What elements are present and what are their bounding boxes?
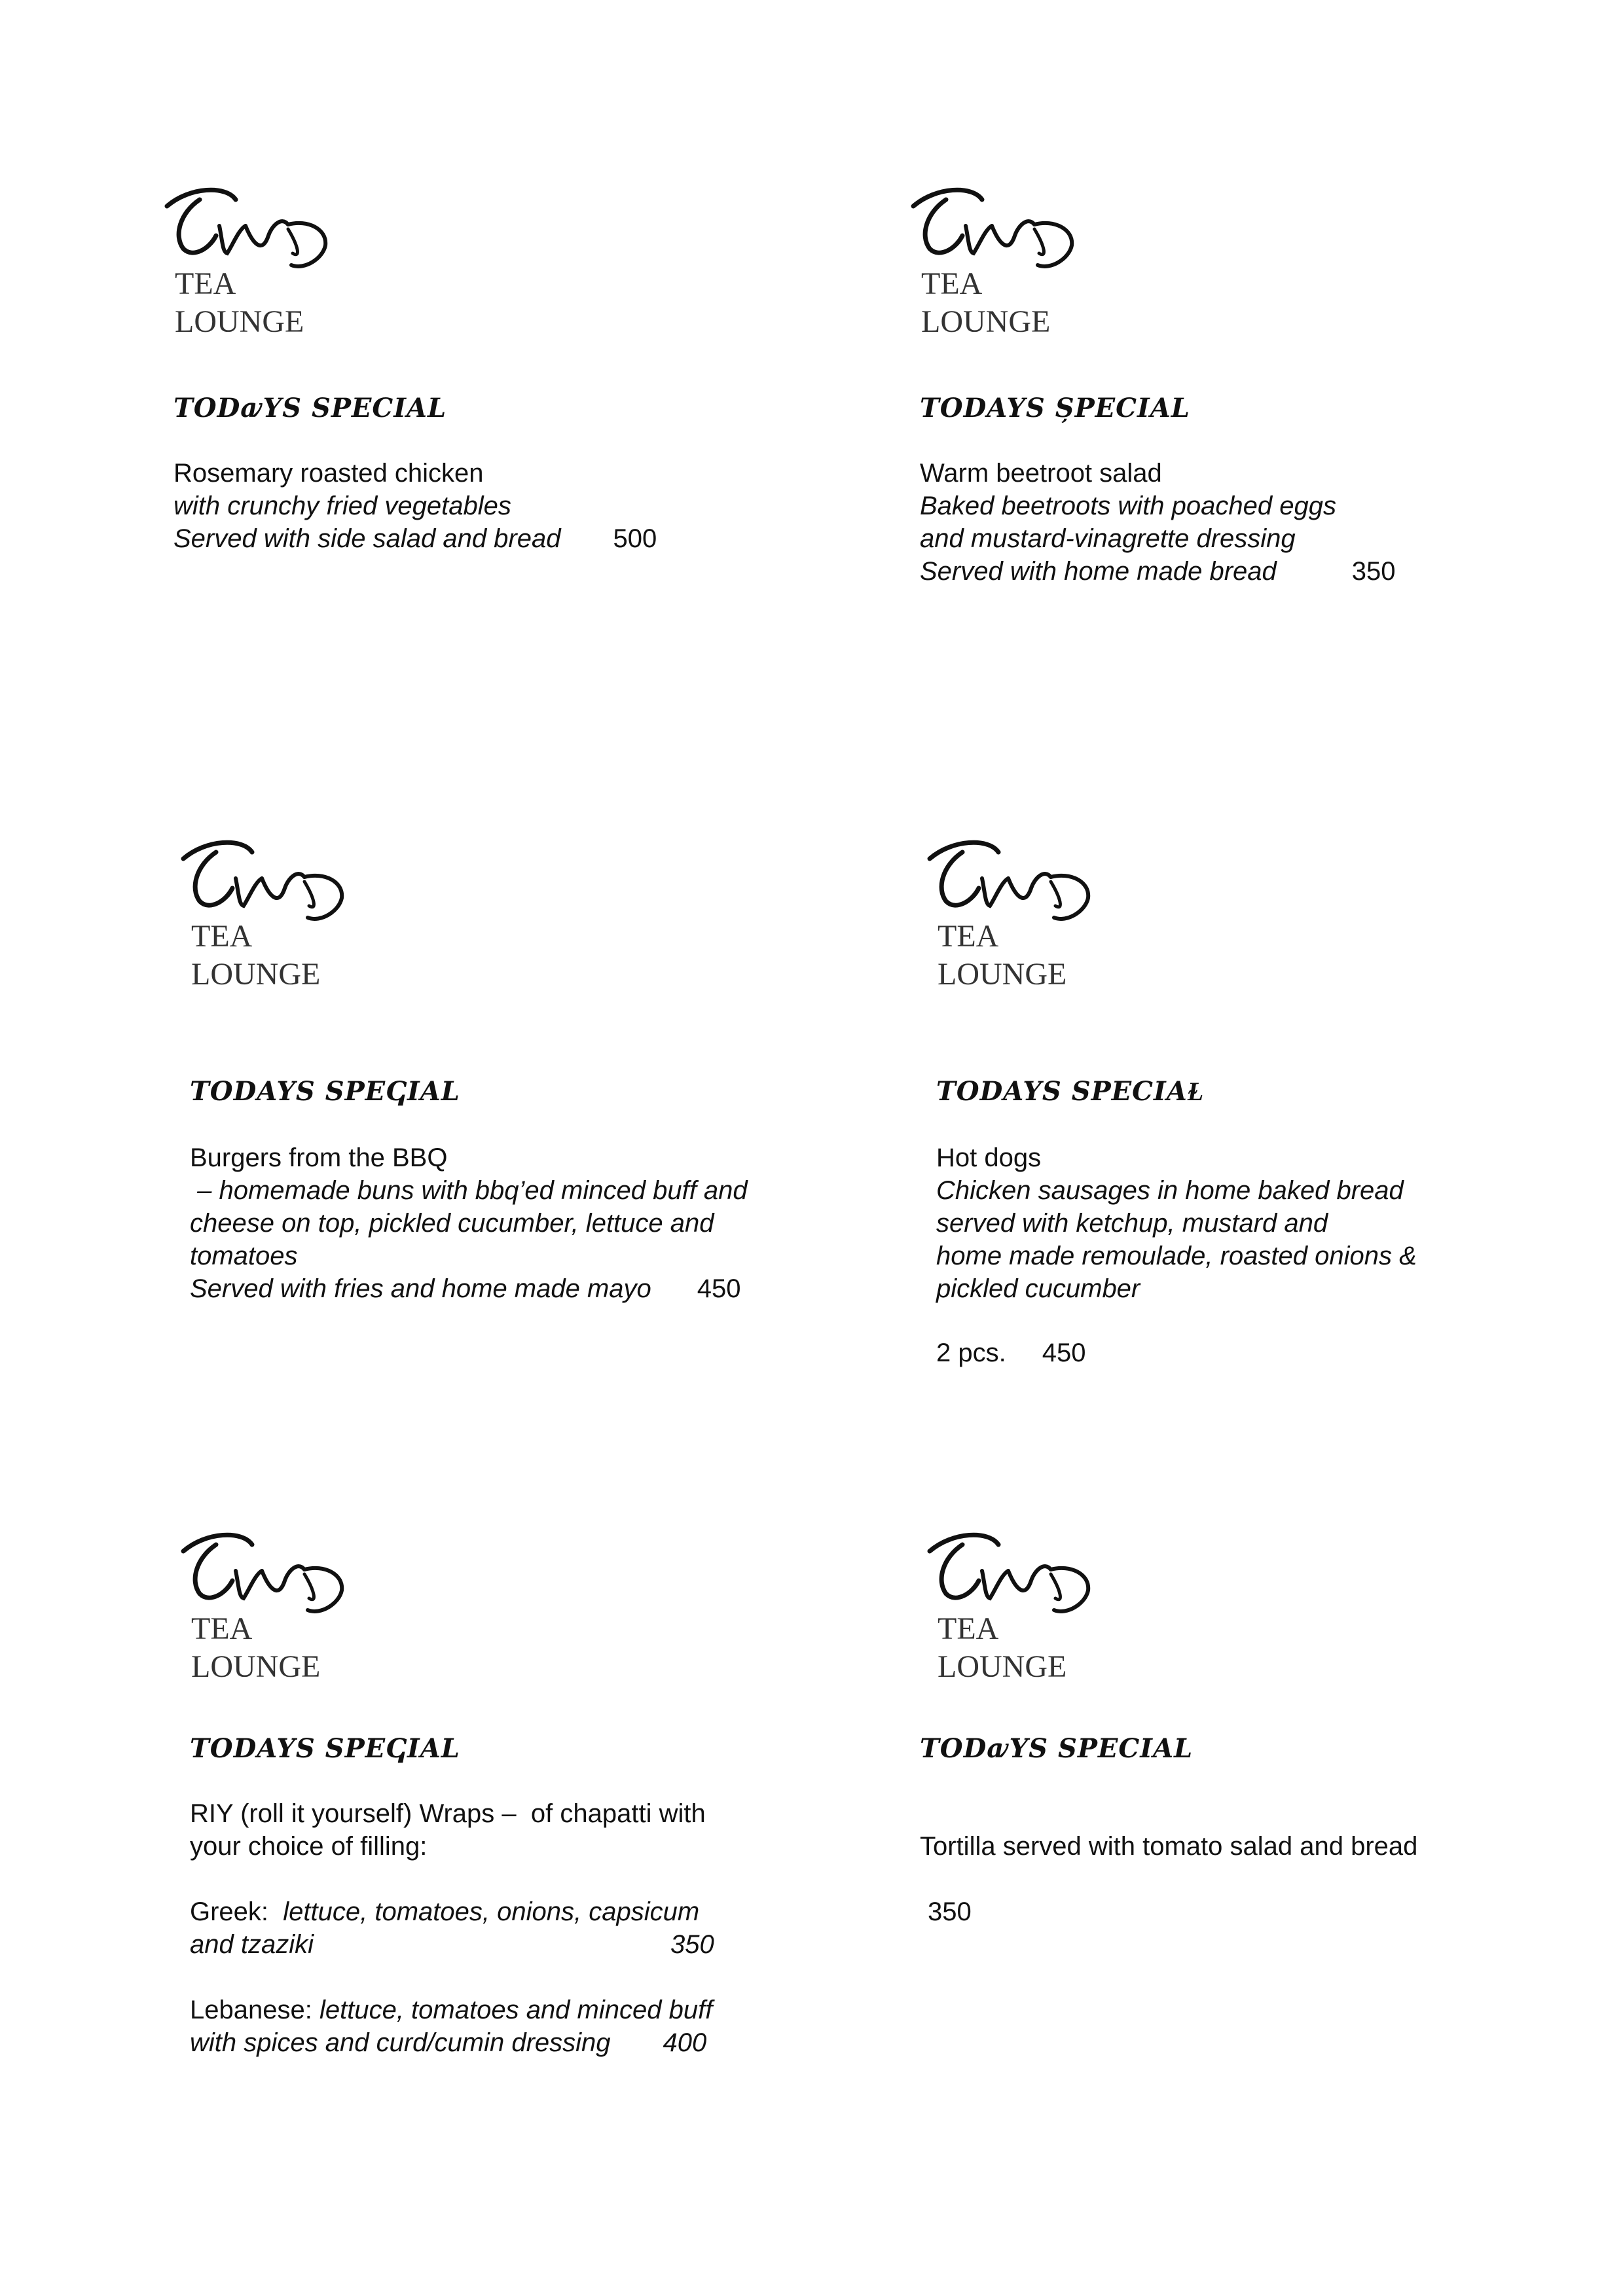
dish-description: – homemade buns with bbq’ed minced buff and: [190, 1176, 748, 1205]
logo-tea-text: TEA: [191, 919, 253, 954]
tea-lounge-logo: [900, 180, 1116, 350]
dish-description: with spices and curd/cumin dressing: [190, 2028, 611, 2057]
dish-title: RIY (roll it yourself) Wraps – of chapatti with: [190, 1799, 706, 1828]
dish-price: 350: [1351, 557, 1396, 586]
menu-card-5: [170, 1525, 825, 2114]
dish-description: Served with fries and home made mayo: [190, 1274, 651, 1303]
dish-description: and tzaziki: [190, 1930, 314, 1959]
calligraphy-logo-mark: [170, 1525, 386, 1617]
logo-lounge-text: LOUNGE: [191, 1649, 321, 1684]
menu-card-1: [154, 180, 809, 769]
calligraphy-logo-mark: [900, 180, 1116, 272]
tea-lounge-logo: [170, 1525, 386, 1695]
dish-price: 450: [697, 1274, 741, 1303]
dish-description: and mustard-vinagrette dressing: [920, 524, 1296, 553]
todays-special-heading: TODꜹYS SPECIAL: [173, 393, 447, 423]
dish-price: 400: [663, 2028, 707, 2057]
todays-special-heading: TODꜹYS SPECIAL: [920, 1733, 1194, 1764]
todays-special-heading: TODAYS SPEↅIAL: [190, 1076, 460, 1107]
dish-quantity: 2 pcs.: [936, 1338, 1006, 1367]
logo-lounge-text: LOUNGE: [921, 304, 1051, 339]
tea-lounge-logo: [917, 833, 1133, 1003]
logo-tea-text: TEA: [921, 266, 983, 301]
dish-description: home made remoulade, roasted onions &: [936, 1242, 1417, 1270]
dish-title: Burgers from the BBQ: [190, 1143, 448, 1172]
dish-price: 500: [613, 524, 657, 553]
calligraphy-logo-mark: [170, 833, 386, 924]
lebanese-wrap-line: [190, 2026, 818, 2059]
logo-tea-text: TEA: [191, 1611, 253, 1646]
logo-lounge-text: LOUNGE: [938, 957, 1067, 992]
logo-lounge-text: LOUNGE: [175, 304, 304, 339]
logo-lounge-text: LOUNGE: [191, 957, 321, 992]
dish-description: Chicken sausages in home baked bread: [936, 1176, 1404, 1205]
dish-description: lettuce, tomatoes and minced buff: [319, 1996, 713, 2024]
dish-title: your choice of filling:: [190, 1832, 428, 1861]
dish-description: pickled cucumber: [936, 1274, 1140, 1303]
dish-description: tomatoes: [190, 1242, 298, 1270]
dish-title: Rosemary roasted chicken: [173, 459, 484, 488]
logo-tea-text: TEA: [938, 1611, 999, 1646]
logo-lounge-text: LOUNGE: [938, 1649, 1067, 1684]
menu-item: [920, 457, 1548, 588]
dish-description-line: [173, 522, 802, 555]
menu-item: [936, 1141, 1565, 1369]
todays-special-heading: TODAYS SPECIAⱢ: [936, 1076, 1205, 1107]
logo-tea-text: TEA: [938, 919, 999, 954]
dish-description-line: [190, 1272, 818, 1305]
dish-description: Served with side salad and bread: [173, 524, 561, 553]
tea-lounge-logo: [917, 1525, 1133, 1695]
calligraphy-logo-mark: [917, 833, 1133, 924]
lebanese-wrap-line: [190, 1994, 818, 2026]
logo-tea-text: TEA: [175, 266, 236, 301]
menu-card-2: [900, 180, 1555, 769]
wrap-label: Lebanese:: [190, 1996, 312, 2024]
dish-description: cheese on top, pickled cucumber, lettuce and: [190, 1209, 714, 1238]
dish-description-line: [920, 555, 1548, 588]
greek-wrap-line: [190, 1895, 818, 1928]
menu-card-3: [170, 833, 825, 1422]
dish-title: Warm beetroot salad: [920, 459, 1162, 488]
menu-item: [173, 457, 802, 555]
calligraphy-logo-mark: [154, 180, 370, 272]
menu-item: [190, 1797, 818, 2059]
menu-card-4: [917, 833, 1571, 1422]
menu-item: [920, 1830, 1548, 1928]
dish-title: Hot dogs: [936, 1143, 1042, 1172]
calligraphy-logo-mark: [917, 1525, 1133, 1617]
dish-price: 350: [670, 1930, 714, 1959]
todays-special-heading: TODAYS ȘPECIAL: [920, 393, 1190, 423]
dish-description: Served with home made bread: [920, 557, 1277, 586]
dish-description: lettuce, tomatoes, onions, capsicum: [283, 1897, 700, 1926]
dish-title: Tortilla served with tomato salad and bread: [920, 1832, 1418, 1861]
dish-description: Baked beetroots with poached eggs: [920, 492, 1336, 520]
todays-special-heading: TODAYS SPEↅIAL: [190, 1733, 460, 1764]
dish-price: 450: [1042, 1338, 1086, 1367]
greek-wrap-line: [190, 1928, 818, 1961]
menu-item: [190, 1141, 818, 1305]
tea-lounge-logo: [154, 180, 370, 350]
tea-lounge-logo: [170, 833, 386, 1003]
dish-price: 350: [928, 1897, 972, 1926]
dish-description: served with ketchup, mustard and: [936, 1209, 1328, 1238]
menu-card-6: [917, 1525, 1571, 2114]
dish-description: with crunchy fried vegetables: [173, 492, 511, 520]
dish-price-line: [936, 1336, 1565, 1369]
wrap-label: Greek:: [190, 1897, 269, 1926]
